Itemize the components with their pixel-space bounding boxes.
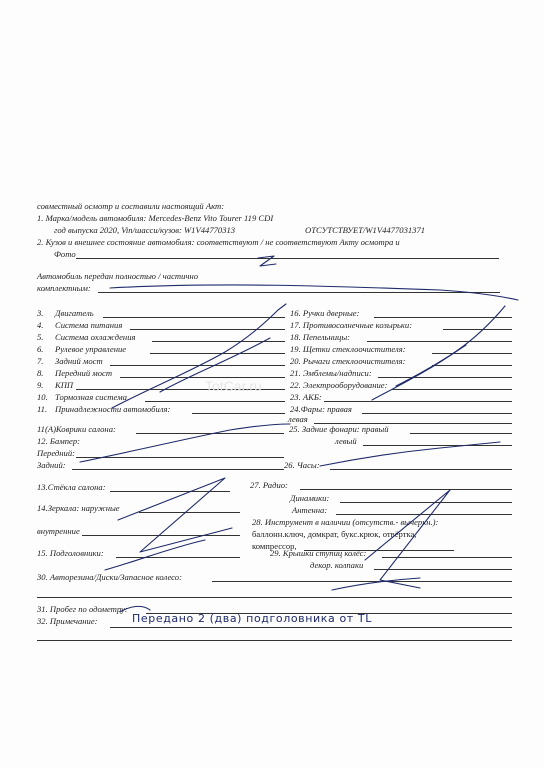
item-3-no: 3.: [37, 308, 44, 318]
radio-antenna: Антенна:: [292, 505, 328, 515]
item-8-no: 8.: [37, 368, 44, 378]
item-1-vin-absent: ОТСУТСТВУЕТ/W1V4477031371: [305, 225, 426, 235]
item-4-fuel-system: Система питания: [55, 320, 123, 330]
item-10-no: 10.: [37, 392, 48, 402]
item-16-door-handles: 16. Ручки дверные:: [290, 308, 360, 318]
item-7-no: 7.: [37, 356, 44, 366]
item-13-glass: 13.Стёкла салона:: [37, 482, 106, 492]
completeness-strike: [110, 285, 518, 300]
item-15-headrests: 15. Подголовники:: [37, 548, 104, 558]
item-8-front-axle: Передний мост: [55, 368, 113, 378]
lower-left-z: [118, 478, 232, 552]
item-14-mirrors-inner: внутренние: [37, 526, 80, 536]
item-27-radio: 27. Радио:: [250, 480, 288, 490]
item-32-note: 32. Примечание:: [37, 616, 98, 626]
item-3-engine: Двигатель: [55, 308, 94, 318]
lower-right-z: [365, 490, 450, 588]
item-9-gearbox: КПП: [55, 380, 74, 390]
item-26-clock: 26. Часы:: [284, 460, 320, 470]
tools-compressor: компрессор,: [252, 541, 297, 551]
item-11-accessories: Принадлежности автомобиля:: [55, 404, 171, 414]
item-5-no: 5.: [37, 332, 44, 342]
item-2-body-condition: 2. Кузов и внешнее состояние автомобиля: соответствуют / не соответствуют Акту осмотра и: [37, 237, 400, 247]
item-22-electrics: 22. Электрооборудование:: [290, 380, 388, 390]
tools-list: баллонн.ключ, домкрат, букс.крюк, отвёртка,: [252, 529, 417, 539]
item-5-cooling: Система охлаждения: [55, 332, 136, 342]
item-20-wiper-arms: 20. Рычаги стеклоочистителя:: [290, 356, 406, 366]
bumper-front: Передний:: [37, 448, 75, 458]
intro-text: совместный осмотр и составили настоящий Акт:: [37, 201, 225, 211]
lower-right-stroke: [332, 578, 420, 590]
item-1-model: 1. Марка/модель автомобиля: Mercedes-Benz Vito Tourer 119 CDI: [37, 213, 274, 223]
item-31-mileage: 31. Пробег по одометру:: [37, 604, 128, 614]
item-12-bumper: 12. Бампер:: [37, 436, 81, 446]
completeness-label: комплектным:: [37, 283, 91, 293]
item-18-ashtrays: 18. Пепельницы:: [290, 332, 351, 342]
handwritten-note: Передано 2 (два) подголовника от TL: [132, 612, 372, 625]
item-30-tires: 30. Авторезина/Диски/Запасное колесо:: [37, 572, 182, 582]
rear-lights-strike: [320, 442, 500, 466]
item-24-headlights-right: 24.Фары: правая: [290, 404, 352, 414]
left-column-strike: [112, 304, 286, 408]
item-4-no: 4.: [37, 320, 44, 330]
hubcaps-decor: декор. колпаки: [310, 560, 364, 570]
item-17-sun-visors: 17. Противосолнечные козырьки:: [290, 320, 413, 330]
item-9-no: 9.: [37, 380, 44, 390]
item-25-rear-lights-left: левый: [335, 436, 357, 446]
photo-label: Фото: [54, 249, 76, 259]
item-10-brakes: Тормозная система: [55, 392, 127, 402]
item-11a-mats: 11(А)Коврики салона:: [37, 424, 116, 434]
lower-left-stroke: [105, 540, 205, 570]
radio-speakers: Динамики:: [290, 493, 330, 503]
item-29-hubcaps: 29. Крышки ступиц колёс:: [270, 548, 367, 558]
item-11-no: 11.: [37, 404, 48, 414]
item-28-tools: 28. Инструмент в наличии (отсутств.- вычеркн.):: [252, 517, 439, 527]
item-24-headlights-left: левая: [288, 414, 308, 424]
item-6-no: 6.: [37, 344, 44, 354]
watermark-logo: TotCar.ru: [205, 378, 262, 394]
item-14-mirrors-outer: 14.Зеркала: наружные: [37, 503, 120, 513]
mileage-hook: [120, 606, 150, 612]
bumper-rear: Задний:: [37, 460, 66, 470]
item-25-rear-lights-right: 25. Задние фонари: правый: [289, 424, 389, 434]
handover-line: Автомобиль передан полностью / частично: [37, 271, 199, 281]
photo-z-mark: [258, 256, 276, 266]
mid-strike: [80, 424, 290, 462]
item-6-steering: Рулевое управление: [55, 344, 127, 354]
item-7-rear-axle: Задний мост: [55, 356, 103, 366]
right-column-strike: [372, 306, 505, 400]
left-column-strike-2: [160, 338, 270, 392]
item-23-battery: 23. АКБ:: [290, 392, 322, 402]
item-19-wiper-blades: 19. Щетки стеклоочистителя:: [290, 344, 406, 354]
item-1-year-vin: год выпуска 2020, Vin/шасси/кузов: W1V44770313: [54, 225, 236, 235]
item-21-emblems: 21. Эмблемы/надписи:: [290, 368, 372, 378]
